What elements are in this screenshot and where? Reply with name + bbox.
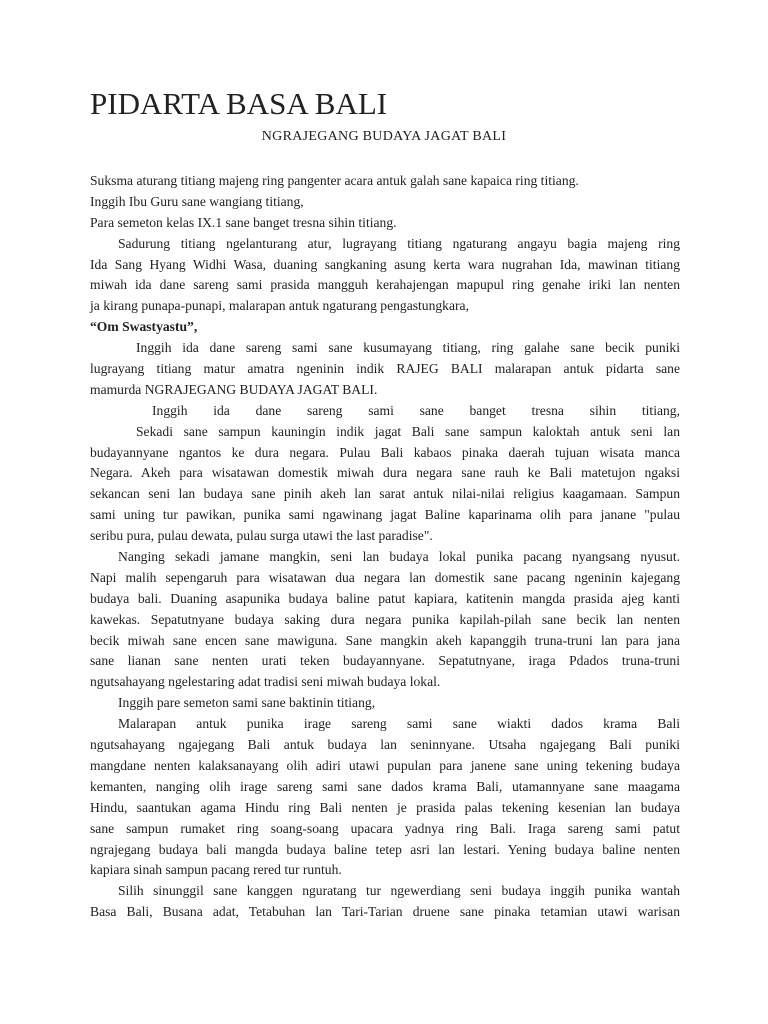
text-line: Basa Bali, Busana adat, Tetabuhan lan Tari-Tarian druene sane pinaka tetamian utawi warisan [90, 904, 680, 920]
text-line: Sadurung titiang ngelanturang atur, lugrayang titiang ngaturang angayu bagia majeng ring [118, 235, 680, 251]
text-line: Suksma aturang titiang majeng ring pangenter acara antuk galah sane kapaica ring titiang. [90, 173, 579, 188]
text-line: sane lianan sane nenten urati teken budayannyane. Sepatutnyane, iraga Pdados truna-truni [90, 653, 680, 669]
text-line: Hindu, saantukan agama Hindu ring Bali nenten je prasida palas tekening kesenian lan budaya [90, 799, 680, 815]
text-line: budaya bali. Duaning asapunika budaya baline patut kapiara, katitenin mangda prasida ajeg kanti [90, 590, 680, 606]
text-line: sane sampun rumaket ring soang-soang upacara yadnya ring Bali. Iraga sareng sami patut [90, 820, 680, 836]
text-line: kemanten, nanging olih irage sareng sami sane dados krama Bali, utamannyane sane maagama [90, 778, 680, 794]
text-line: mamurda NGRAJEGANG BUDAYA JAGAT BALI. [90, 381, 378, 397]
text-line: Inggih pare semeton sami sane baktinin titiang, [118, 695, 376, 711]
text-line: ngutsahayang ngajegang Bali antuk budaya lan seninnyane. Utsaha ngajegang Bali puniki [90, 737, 680, 753]
text-line: Inggih ida dane sareng sami sane banget tresna sihin titiang, [152, 402, 680, 418]
text-line: seribu pura, pulau dewata, pulau surga utawi the last paradise". [90, 528, 433, 544]
text-line: Silih sinunggil sane kanggen nguratang tur ngewerdiang seni budaya inggih punika wantah [118, 883, 680, 899]
text-line: Nanging sekadi jamane mangkin, seni lan budaya lokal punika pacang nyangsang nyusut. [118, 549, 680, 565]
text-line: Inggih Ibu Guru sane wangiang titiang, [90, 193, 304, 209]
text-line: Napi malih sepengaruh para wisatawan dua negara lan domestik sane pacang ngeninin kajegang [90, 569, 680, 585]
text-line: kawekas. Sepatutnyane budaya saking dura negara punika kapilah-pilah sane becik lan nenten [90, 611, 680, 627]
document-body [90, 171, 680, 923]
text-line: miwah ida dane sareng sami prasida mangguh kerahajengan mapupul ring genahe iriki lan nenten [90, 277, 680, 293]
document-title: PIDARTA BASA BALI [90, 86, 388, 121]
text-line: lugrayang titiang matur amatra ngeninin indik RAJEG BALI malarapan antuk pidarta sane [90, 361, 680, 377]
text-line: becik miwah sane encen sane mawiguna. Sane mangkin akeh kapanggih truna-truni lan para jana [90, 632, 680, 648]
text-line: ngrajegang budaya bali mangda budaya baline tetep asri lan lestari. Yening budaya baline nenten [90, 841, 680, 857]
text-line: Para semeton kelas IX.1 sane banget tresna sihin titiang. [90, 214, 397, 230]
text-line: sekancan seni lan budaya sane pinih akeh lan sarat antuk nilai-nilai religius kaagamaan. Sampun [90, 486, 680, 502]
text-line: Inggih ida dane sareng sami sane kusumayang titiang, ring galahe sane becik puniki [136, 340, 680, 356]
text-line: ngutsahayang ngelestaring adat tradisi seni miwah budaya lokal. [90, 674, 441, 690]
text-line: Sekadi sane sampun kauningin indik jagat Bali sane sampun kaloktah antuk seni lan [136, 423, 680, 439]
text-line: ja kirang punapa-punapi, malarapan antuk ngaturang pengastungkara, [90, 298, 469, 314]
text-line: mangdane nenten kalaksanayang olih adiri utawi pupulan para janene sane uning tekening budaya [90, 757, 680, 773]
text-line: Negara. Akeh para wisatawan domestik miwah dura negara sane rauh ke Bali matetujon ngaksi [90, 465, 680, 481]
text-line: Malarapan antuk punika irage sareng sami sane wiakti dados krama Bali [118, 716, 680, 732]
text-line: budayannyane ngantos ke dura negara. Pulau Bali kabaos pinaka daerah tujuan wisata manca [90, 444, 680, 460]
text-line: sami uning tur pawikan, punika sami ngawinang jagat Baline kaparinama olih para janane "pulau [90, 507, 680, 523]
document-subtitle: NGRAJEGANG BUDAYA JAGAT BALI [261, 129, 507, 144]
text-line: kapiara sinah sampun pacang rered tur runtuh. [90, 862, 342, 878]
greeting-line: “Om Swastyastu”, [90, 319, 198, 335]
text-line: Ida Sang Hyang Widhi Wasa, duaning sangkaning asung kerta wara nugrahan Ida, mawinan titiang [90, 256, 680, 272]
